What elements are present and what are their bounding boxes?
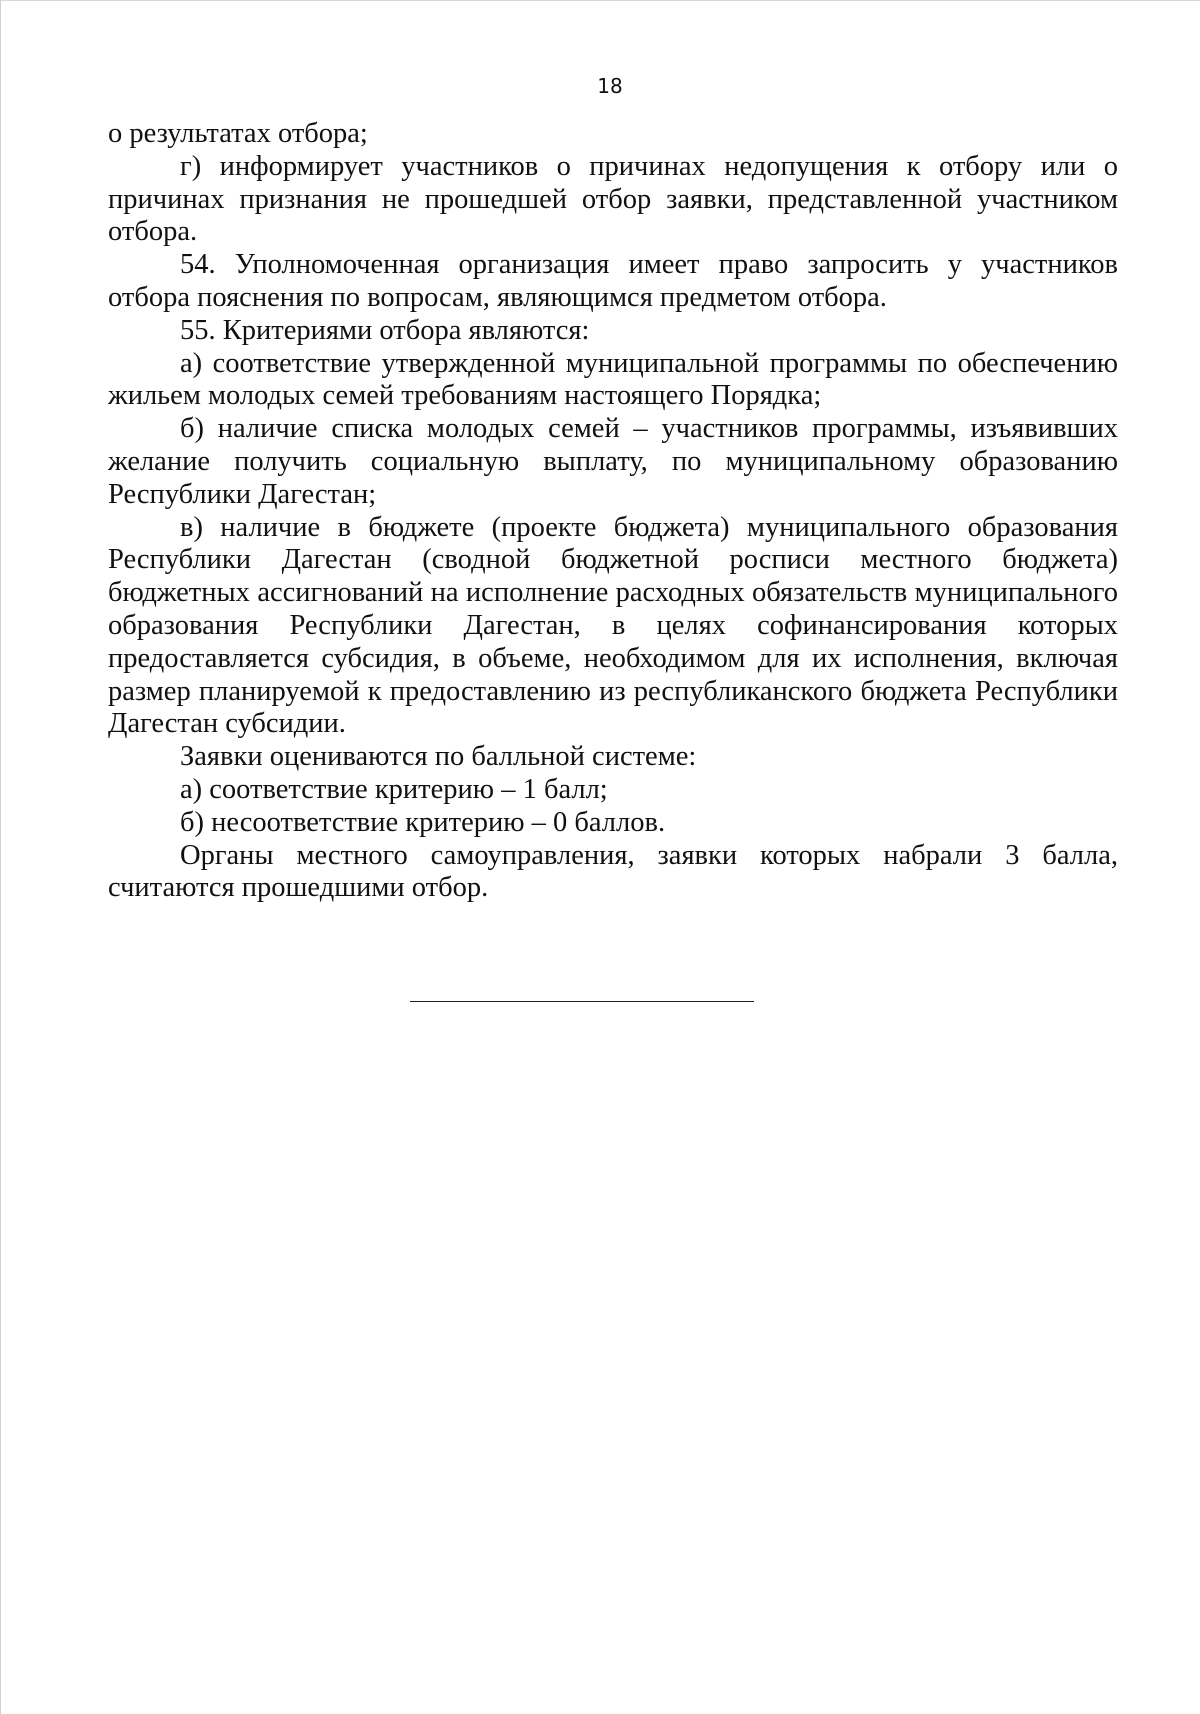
page-number: 18 — [597, 74, 623, 98]
paragraph-criterion-v: в) наличие в бюджете (проекте бюджета) муниципального образования Республики Дагестан (сводной бюджетной росписи местного бюджета) бюджетных ассигнований на исполнение расходных обязательств муниципального образования Республики Дагестан, в целях софинансирования которых предоставляется субсидия, в объеме, необходимом для их исполнения, включая размер планируемой к предоставлению из республиканского бюджета Республики Дагестан субсидии. — [108, 511, 1118, 740]
paragraph-score-match: а) соответствие критерию – 1 балл; — [180, 773, 608, 805]
paragraph-item-g: г) информирует участников о причинах недопущения к отбору или о причинах признания не прошедшей отбор заявки, представленной участником отбора. — [108, 150, 1118, 248]
paragraph-55: 55. Критериями отбора являются: — [180, 314, 590, 346]
paragraph-score-mismatch: б) несоответствие критерию – 0 баллов. — [180, 806, 666, 838]
document-body — [108, 118, 1118, 905]
paragraph-passing-rule: Органы местного самоуправления, заявки которых набрали 3 балла, считаются прошедшими отбор. — [108, 839, 1118, 904]
paragraph-results-continuation: о результатах отбора; — [108, 118, 368, 149]
paragraph-criterion-a: а) соответствие утвержденной муниципальной программы по обеспечению жильем молодых семей требованиям настоящего Порядка; — [108, 347, 1118, 412]
scan-edge-top — [0, 0, 1200, 1]
end-of-text-rule — [410, 1001, 754, 1002]
paragraph-54: 54. Уполномоченная организация имеет право запросить у участников отбора пояснения по вопросам, являющимся предметом отбора. — [108, 249, 1118, 313]
paragraph-criterion-b: б) наличие списка молодых семей – участников программы, изъявивших желание получить социальную выплату, по муниципальному образованию Республики Дагестан; — [108, 413, 1118, 510]
paragraph-scoring-intro: Заявки оцениваются по балльной системе: — [180, 741, 697, 773]
scan-edge-left — [0, 0, 1, 1714]
